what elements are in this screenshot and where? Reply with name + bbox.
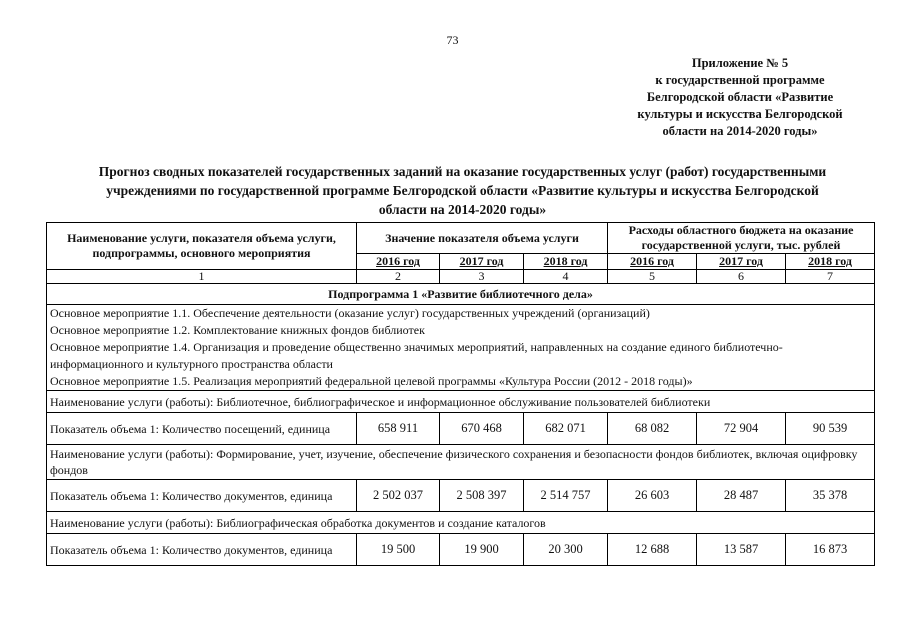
indicator-row <box>47 534 875 566</box>
subprogram-row <box>47 284 875 305</box>
appendix-line: к государственной программе <box>655 73 825 87</box>
header-volume-values: Значение показателя объема услуги <box>357 223 608 254</box>
indicator-name: Показатель объема 1: Количество документов, единица <box>47 480 357 512</box>
measure-item: Основное мероприятие 1.2. Комплектование книжных фондов библиотек <box>50 323 425 337</box>
column-number: 6 <box>697 270 786 284</box>
measure-item: Основное мероприятие 1.4. Организация и проведение общественно значимых мероприятий, направленных на создание единого библиотечно- <box>50 340 783 354</box>
header-year: 2018 год <box>786 254 875 270</box>
document-title <box>55 162 870 219</box>
header-year: 2017 год <box>697 254 786 270</box>
value-cell: 16 873 <box>786 534 875 566</box>
service-row <box>47 391 875 413</box>
value-cell: 19 500 <box>357 534 440 566</box>
header-budget-expenses: Расходы областного бюджета на оказание государственной услуги, тыс. рублей <box>608 223 875 254</box>
indicator-row <box>47 480 875 512</box>
page-number: 73 <box>446 33 459 47</box>
value-cell: 670 468 <box>440 413 524 445</box>
value-cell: 658 911 <box>357 413 440 445</box>
value-cell: 19 900 <box>440 534 524 566</box>
header-year: 2016 год <box>608 254 697 270</box>
column-number: 3 <box>440 270 524 284</box>
appendix-block <box>600 55 880 140</box>
title-line: Прогноз сводных показателей государственных заданий на оказание государственных услуг (работ) государственными <box>98 164 827 179</box>
column-number: 4 <box>524 270 608 284</box>
value-cell: 13 587 <box>697 534 786 566</box>
column-number: 2 <box>357 270 440 284</box>
service-row <box>47 445 875 480</box>
measure-item: Основное мероприятие 1.1. Обеспечение деятельности (оказание услуг) государственных учреждений (организаций) <box>50 306 650 320</box>
value-cell: 35 378 <box>786 480 875 512</box>
service-name: Наименование услуги (работы): Библиографическая обработка документов и создание каталогов <box>47 512 875 534</box>
value-cell: 2 514 757 <box>524 480 608 512</box>
service-name: Наименование услуги (работы): Формирование, учет, изучение, обеспечение физического сохранения и безопасности фондов библиотек, включая оцифровку фондов <box>47 445 875 480</box>
value-cell: 72 904 <box>697 413 786 445</box>
value-cell: 12 688 <box>608 534 697 566</box>
subprogram-title: Подпрограмма 1 «Развитие библиотечного дела» <box>47 284 875 305</box>
value-cell: 20 300 <box>524 534 608 566</box>
header-year: 2017 год <box>440 254 524 270</box>
value-cell: 90 539 <box>786 413 875 445</box>
header-row <box>47 223 875 254</box>
value-cell: 682 071 <box>524 413 608 445</box>
indicator-name: Показатель объема 1: Количество документов, единица <box>47 534 357 566</box>
value-cell: 68 082 <box>608 413 697 445</box>
header-service-name: Наименование услуги, показателя объема услуги, подпрограммы, основного мероприятия <box>47 223 357 270</box>
main-measures <box>47 305 875 391</box>
value-cell: 26 603 <box>608 480 697 512</box>
column-numbers-row <box>47 270 875 284</box>
measure-item: информационного и культурного пространства области <box>50 357 333 371</box>
header-year: 2018 год <box>524 254 608 270</box>
appendix-line: Белгородской области «Развитие <box>646 90 834 104</box>
column-number: 5 <box>608 270 697 284</box>
column-number: 7 <box>786 270 875 284</box>
appendix-line: Приложение № 5 <box>691 56 789 70</box>
appendix-line: культуры и искусства Белгородской <box>637 107 843 121</box>
column-number: 1 <box>47 270 357 284</box>
measures-row <box>47 305 875 391</box>
value-cell: 2 508 397 <box>440 480 524 512</box>
service-row <box>47 512 875 534</box>
title-line: области на 2014-2020 годы» <box>378 202 547 217</box>
indicator-row <box>47 413 875 445</box>
service-name: Наименование услуги (работы): Библиотечное, библиографическое и информационное обслуживание пользователей библиотеки <box>47 391 875 413</box>
indicator-name: Показатель объема 1: Количество посещений, единица <box>47 413 357 445</box>
appendix-line: области на 2014-2020 годы» <box>662 124 818 138</box>
header-year: 2016 год <box>357 254 440 270</box>
value-cell: 2 502 037 <box>357 480 440 512</box>
title-line: учреждениями по государственной программе Белгородской области «Развитие культуры и искусства Белгородской <box>106 183 819 198</box>
forecast-table <box>46 222 875 566</box>
value-cell: 28 487 <box>697 480 786 512</box>
measure-item: Основное мероприятие 1.5. Реализация мероприятий федеральной целевой программы «Культура России (2012 - 2018 годы)» <box>50 374 693 388</box>
